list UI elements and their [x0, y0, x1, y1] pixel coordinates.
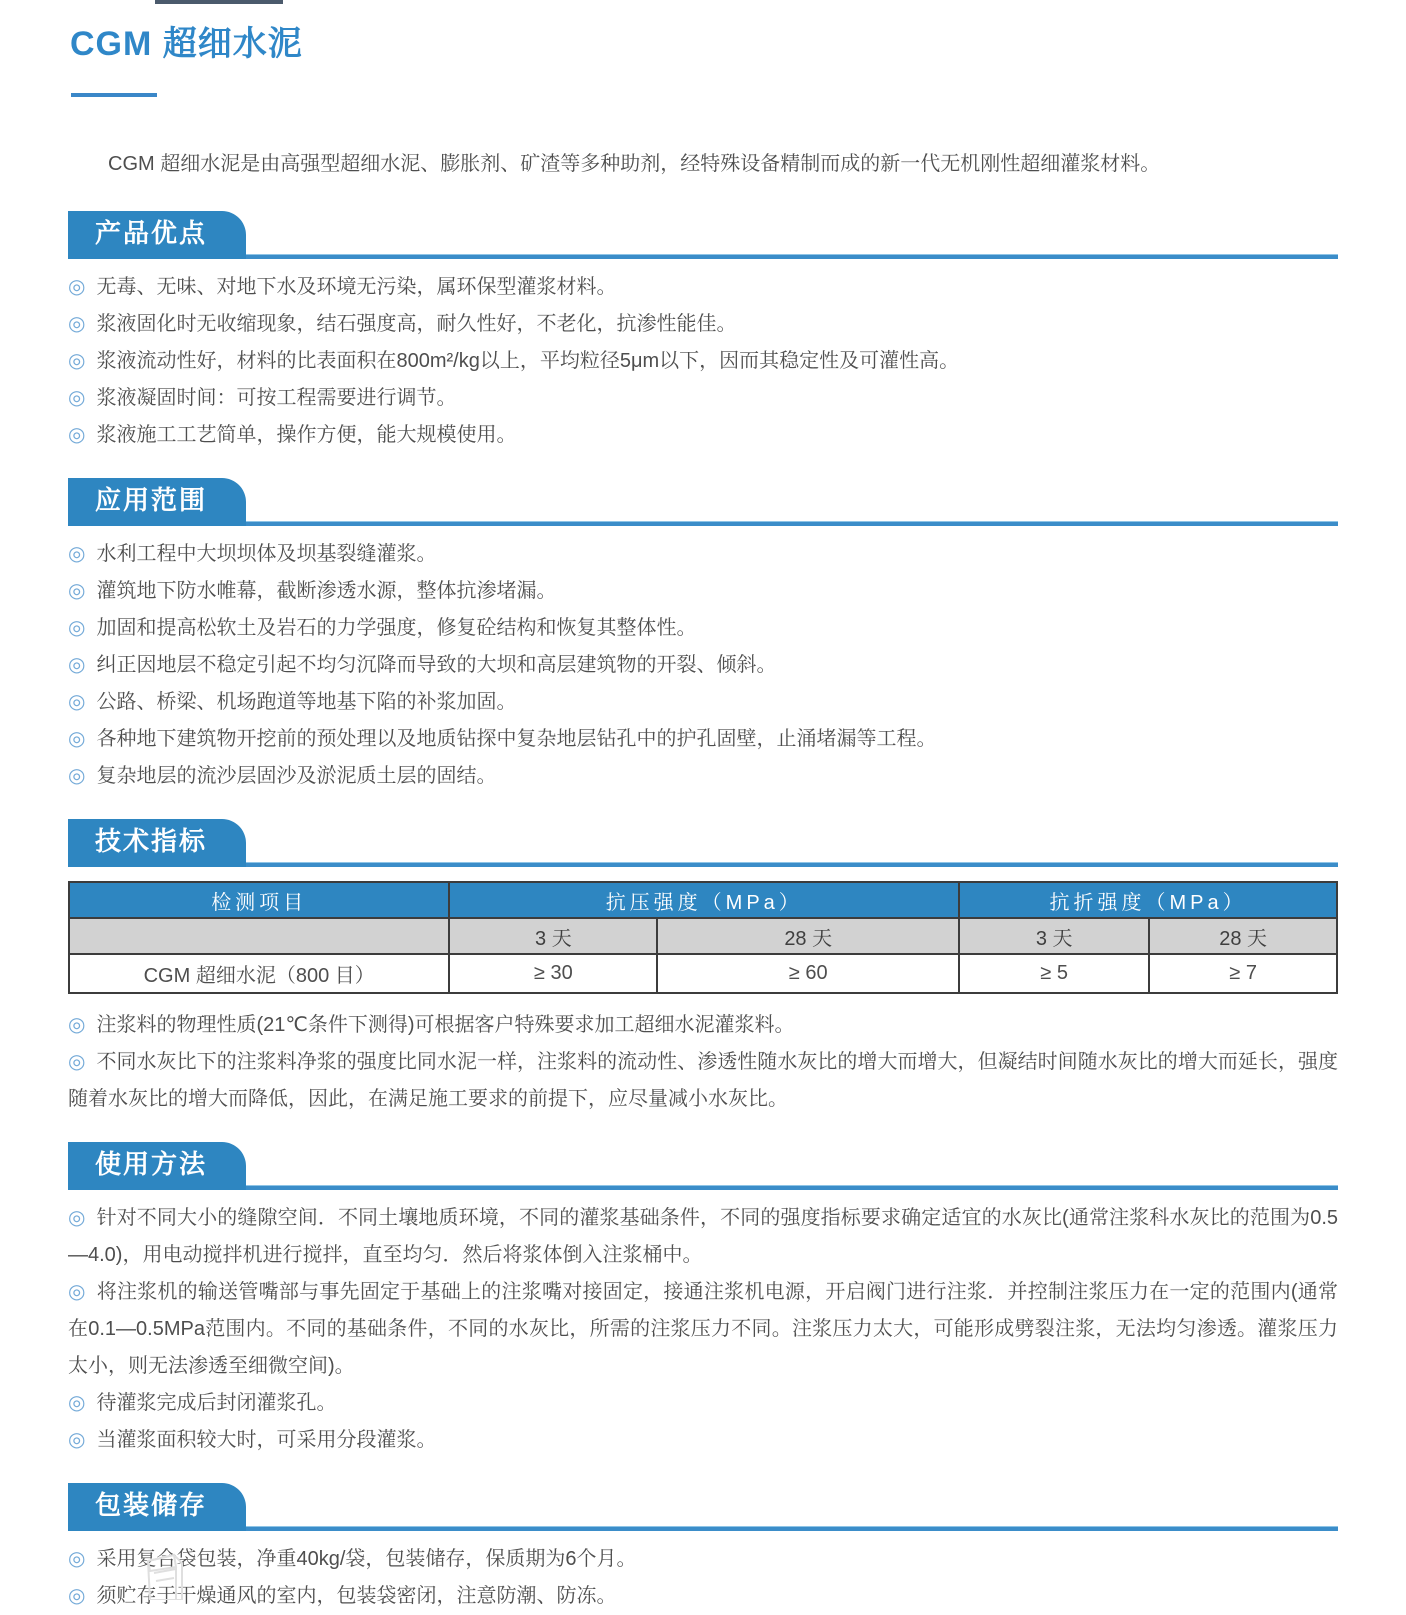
value-cell: ≥ 5 — [959, 954, 1149, 993]
list-item — [68, 758, 1338, 795]
list-item — [68, 647, 1338, 684]
ring-bullet-icon: ◎ — [68, 580, 86, 602]
section-banner-usage — [68, 1142, 1338, 1190]
list-item — [68, 721, 1338, 758]
list-item-text: 浆液施工工艺简单，操作方便，能大规模使用。 — [96, 424, 517, 446]
ring-bullet-icon: ◎ — [68, 543, 86, 565]
list-item — [68, 1422, 1338, 1459]
list-item-text: 注浆料的物理性质(21℃条件下测得)可根据客户特殊要求加工超细水泥灌浆料。 — [96, 1014, 795, 1036]
list-item — [68, 536, 1338, 573]
banner-underline-bar — [68, 1526, 1338, 1531]
list-item — [68, 1385, 1338, 1422]
ring-bullet-icon: ◎ — [68, 1207, 86, 1229]
section-advantages — [68, 211, 1338, 454]
banner-underline-bar — [68, 254, 1338, 259]
storage-bullet-list — [68, 1541, 1338, 1615]
subheader-28d: 28 天 — [657, 918, 959, 954]
technical-specs-table — [68, 881, 1338, 994]
list-item-text: 浆液流动性好，材料的比表面积在800m²/kg以上，平均粒径5μm以下，因而其稳定性及可灌性高。 — [96, 350, 960, 372]
list-item-text: 复杂地层的流沙层固沙及淤泥质土层的固结。 — [96, 765, 497, 787]
list-item — [68, 380, 1338, 417]
subheader-empty-cell — [69, 918, 449, 954]
value-cell: ≥ 7 — [1149, 954, 1337, 993]
ring-bullet-icon: ◎ — [68, 313, 86, 335]
section-heading-advantages: 产品优点 — [68, 211, 246, 259]
ring-bullet-icon: ◎ — [68, 350, 86, 372]
advantages-bullet-list — [68, 269, 1338, 454]
banner-underline-bar — [68, 862, 1338, 867]
list-item — [68, 1200, 1338, 1274]
list-item — [68, 684, 1338, 721]
list-item — [68, 1274, 1338, 1385]
ring-bullet-icon: ◎ — [68, 617, 86, 639]
list-item-text: 各种地下建筑物开挖前的预处理以及地质钻探中复杂地层钻孔中的护孔固壁，止涌堵漏等工程。 — [96, 728, 937, 750]
list-item — [68, 573, 1338, 610]
list-item-text: 将注浆机的输送管嘴部与事先固定于基础上的注浆嘴对接固定，接通注浆机电源，开启阀门进行注浆．并控制注浆压力在一定的范围内(通常在0.1—0.5MPa范围内。不同的基础条件，不同的水灰比，所需的注浆压力不同。注浆压力太大，可能形成劈裂注浆，无法均匀渗透。灌浆压力太小，则无法渗透至细微空间)。 — [68, 1281, 1338, 1377]
list-item-text: 针对不同大小的缝隙空间．不同土壤地质环境，不同的灌浆基础条件，不同的强度指标要求确定适宜的水灰比(通常注浆科水灰比的范围为0.5—4.0)，用电动搅拌机进行搅拌，直至均匀．然后将浆体倒入注浆桶中。 — [68, 1207, 1339, 1266]
list-item-text: 当灌浆面积较大时，可采用分段灌浆。 — [96, 1429, 437, 1451]
section-usage — [68, 1142, 1338, 1459]
col-header-test-item: 检测项目 — [69, 882, 449, 918]
usage-bullet-list — [68, 1200, 1338, 1459]
section-heading-applications: 应用范围 — [68, 478, 246, 526]
list-item-text: 不同水灰比下的注浆料净浆的强度比同水泥一样，注浆料的流动性、渗透性随水灰比的增大而增大，但凝结时间随水灰比的增大而延长，强度随着水灰比的增大而降低，因此，在满足施工要求的前提下，应尽量减小水灰比。 — [68, 1051, 1339, 1110]
table-row — [69, 954, 1337, 993]
list-item-text: 水利工程中大坝坝体及坝基裂缝灌浆。 — [96, 543, 437, 565]
table-subheader-row — [69, 918, 1337, 954]
col-header-compressive: 抗压强度（MPa） — [449, 882, 959, 918]
list-item-text: 加固和提高松软土及岩石的力学强度，修复砼结构和恢复其整体性。 — [96, 617, 697, 639]
ring-bullet-icon: ◎ — [68, 1585, 86, 1607]
ring-bullet-icon: ◎ — [68, 1429, 86, 1451]
list-item — [68, 1578, 1338, 1615]
list-item-text: 无毒、无味、对地下水及环境无污染，属环保型灌浆材料。 — [96, 276, 617, 298]
banner-underline-bar — [68, 521, 1338, 526]
ring-bullet-icon: ◎ — [68, 1051, 86, 1073]
section-heading-usage: 使用方法 — [68, 1142, 246, 1190]
banner-underline-bar — [68, 1185, 1338, 1190]
section-banner-advantages — [68, 211, 1338, 259]
list-item — [68, 1007, 1338, 1044]
datasheet-content — [68, 0, 1338, 1615]
list-item-text: 纠正因地层不稳定引起不均匀沉降而导致的大坝和高层建筑物的开裂、倾斜。 — [96, 654, 777, 676]
ring-bullet-icon: ◎ — [68, 1014, 86, 1036]
list-item — [68, 343, 1338, 380]
section-applications — [68, 478, 1338, 795]
section-specs — [68, 819, 1338, 1118]
section-banner-storage — [68, 1483, 1338, 1531]
col-header-flexural: 抗折强度（MPa） — [959, 882, 1337, 918]
ring-bullet-icon: ◎ — [68, 276, 86, 298]
value-cell: ≥ 30 — [449, 954, 657, 993]
section-banner-specs — [68, 819, 1338, 867]
list-item-text: 浆液凝固时间：可按工程需要进行调节。 — [96, 387, 457, 409]
list-item — [68, 269, 1338, 306]
applications-bullet-list — [68, 536, 1338, 795]
list-item-text: 浆液固化时无收缩现象，结石强度高，耐久性好，不老化，抗渗性能佳。 — [96, 313, 737, 335]
list-item — [68, 306, 1338, 343]
list-item — [68, 1044, 1338, 1118]
list-item-text: 须贮存于干燥通风的室内，包装袋密闭，注意防潮、防冻。 — [96, 1585, 617, 1607]
table-header-row — [69, 882, 1337, 918]
section-banner-applications — [68, 478, 1338, 526]
list-item — [68, 1541, 1338, 1578]
value-cell: ≥ 60 — [657, 954, 959, 993]
intro-paragraph: CGM 超细水泥是由高强型超细水泥、膨胀剂、矿渣等多种助剂，经特殊设备精制而成的新一代无机刚性超细灌浆材料。 — [108, 153, 1161, 175]
ring-bullet-icon: ◎ — [68, 387, 86, 409]
list-item-text: 待灌浆完成后封闭灌浆孔。 — [96, 1392, 337, 1414]
section-heading-specs: 技术指标 — [68, 819, 246, 867]
ring-bullet-icon: ◎ — [68, 1281, 86, 1303]
ring-bullet-icon: ◎ — [68, 691, 86, 713]
row-label: CGM 超细水泥（800 目） — [69, 954, 449, 993]
list-item-text: 灌筑地下防水帷幕，截断渗透水源，整体抗渗堵漏。 — [96, 580, 557, 602]
subheader-3d: 3 天 — [449, 918, 657, 954]
subheader-28d: 28 天 — [1149, 918, 1337, 954]
list-item-text: 公路、桥梁、机场跑道等地基下陷的补浆加固。 — [96, 691, 517, 713]
title-underline — [71, 93, 157, 97]
list-item — [68, 610, 1338, 647]
ring-bullet-icon: ◎ — [68, 1392, 86, 1414]
list-item — [68, 417, 1338, 454]
section-heading-storage: 包装储存 — [68, 1483, 246, 1531]
subheader-3d: 3 天 — [959, 918, 1149, 954]
ring-bullet-icon: ◎ — [68, 1548, 86, 1570]
ring-bullet-icon: ◎ — [68, 728, 86, 750]
ring-bullet-icon: ◎ — [68, 424, 86, 446]
specs-notes-list — [68, 1007, 1338, 1118]
section-storage — [68, 1483, 1338, 1615]
package-bag-sketch-icon — [130, 1553, 200, 1600]
ring-bullet-icon: ◎ — [68, 765, 86, 787]
page-title: CGM 超细水泥 — [70, 25, 303, 63]
ring-bullet-icon: ◎ — [68, 654, 86, 676]
list-item-text: 采用复合袋包装，净重40kg/袋，包装储存，保质期为6个月。 — [96, 1548, 637, 1570]
